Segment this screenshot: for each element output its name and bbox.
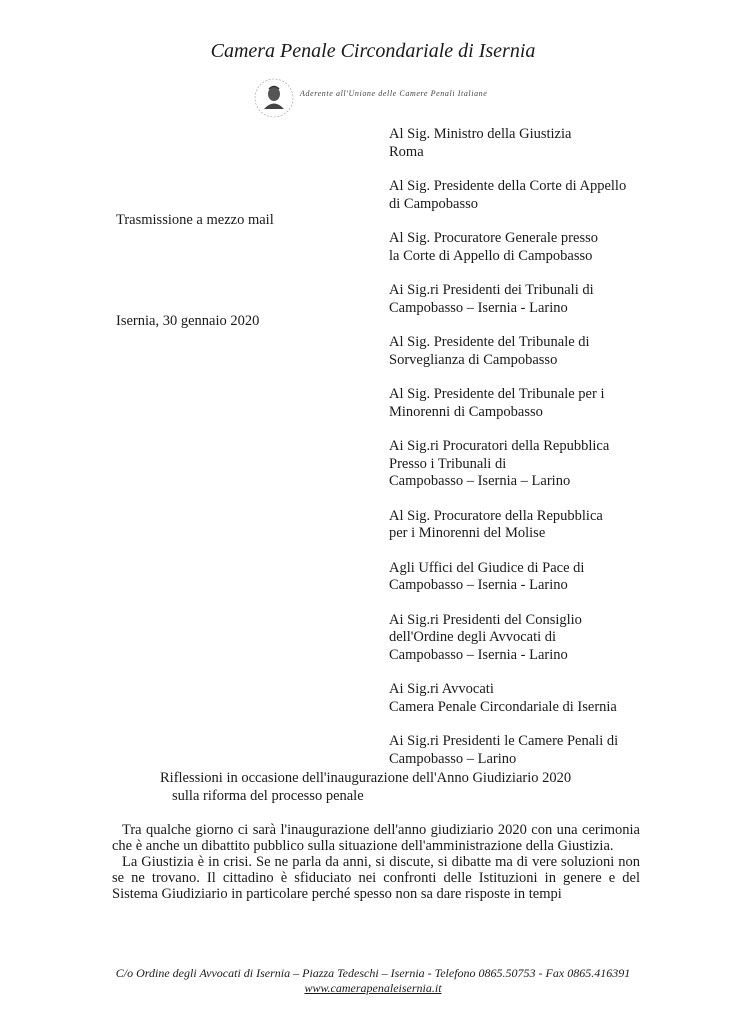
recipient-line: Roma <box>389 143 424 160</box>
place-date: Isernia, 30 gennaio 2020 <box>116 313 260 329</box>
recipient-line: Al Sig. Presidente della Corte di Appello <box>389 178 627 194</box>
letter-body <box>112 822 640 902</box>
recipient-line: Al Sig. Ministro della Giustizia <box>389 126 572 142</box>
footer-address: C/o Ordine degli Avvocati di Isernia – Piazza Tedeschi – Isernia - Telefono 0865.50753 - Fax 0865.416391 <box>115 966 631 980</box>
affiliation-text: Aderente all'Unione delle Camere Penali Italiane <box>300 89 488 98</box>
recipient-block <box>389 438 709 491</box>
recipient-line: Al Sig. Procuratore Generale presso <box>389 230 598 246</box>
recipient-line: Al Sig. Presidente del Tribunale di <box>389 334 590 350</box>
subject-block <box>160 770 571 805</box>
recipient-line: di Campobasso <box>389 195 479 212</box>
recipient-line: Ai Sig.ri Avvocati <box>389 681 494 697</box>
recipient-block <box>389 230 709 265</box>
body-paragraph: Tra qualche giorno ci sarà l'inaugurazione dell'anno giudiziario 2020 con una cerimonia che è anche un dibattito pubblico sulla situazione dell'amministrazione della Giustizia. <box>112 822 640 854</box>
recipient-block <box>389 508 709 543</box>
recipient-line: Presso i Tribunali di <box>389 455 507 472</box>
recipient-block <box>389 612 709 665</box>
recipient-line: Ai Sig.ri Presidenti del Consiglio <box>389 611 582 628</box>
recipient-line: Ai Sig.ri Procuratori della Repubblica <box>389 438 610 454</box>
recipient-block <box>389 178 709 213</box>
recipient-line: Campobasso – Isernia - Larino <box>389 299 568 316</box>
recipient-line: Campobasso – Isernia - Larino <box>389 577 568 593</box>
page-title: Camera Penale Circondariale di Isernia <box>210 40 536 62</box>
recipient-line: dell'Ordine degli Avvocati di <box>389 629 557 645</box>
recipient-line: Minorenni di Campobasso <box>389 403 543 420</box>
recipient-line: Ai Sig.ri Presidenti le Camere Penali di <box>389 733 619 749</box>
recipient-line: Agli Uffici del Giudice di Pace di <box>389 559 585 576</box>
recipient-line: Campobasso – Larino <box>389 750 517 767</box>
recipient-line: Al Sig. Procuratore della Repubblica <box>389 507 603 524</box>
recipient-line: Campobasso – Isernia – Larino <box>389 473 571 489</box>
footer-website-link[interactable]: www.camerapenaleisernia.it <box>304 981 442 995</box>
recipient-block <box>389 282 709 317</box>
seal-logo-icon <box>252 76 296 120</box>
recipient-line: Camera Penale Circondariale di Isernia <box>389 698 617 715</box>
recipient-line: Al Sig. Presidente del Tribunale per i <box>389 386 605 402</box>
recipient-block <box>389 386 709 421</box>
recipients-list <box>389 126 709 785</box>
body-paragraph: La Giustizia è in crisi. Se ne parla da anni, si discute, si dibatte ma di vere soluzioni non se ne trovano. Il cittadino è sfiduciato nei confronti delle Istituzioni in genere e del Sistema Giudiziario in particolare perché spesso non sa dare risposte in tempi <box>112 854 640 902</box>
recipient-line: Campobasso – Isernia - Larino <box>389 646 568 663</box>
recipient-block <box>389 126 709 161</box>
recipient-block <box>389 681 709 716</box>
recipient-line: Sorveglianza di Campobasso <box>389 351 558 368</box>
recipient-block <box>389 733 709 768</box>
recipient-line: la Corte di Appello di Campobasso <box>389 247 593 264</box>
transmission-note: Trasmissione a mezzo mail <box>116 212 274 228</box>
recipient-block <box>389 560 709 595</box>
recipient-block <box>389 334 709 369</box>
recipient-line: Ai Sig.ri Presidenti dei Tribunali di <box>389 282 594 298</box>
subject-line-1: Riflessioni in occasione dell'inaugurazione dell'Anno Giudiziario 2020 <box>160 770 572 786</box>
subject-line-2: sulla riforma del processo penale <box>172 787 364 804</box>
recipient-line: per i Minorenni del Molise <box>389 525 546 541</box>
